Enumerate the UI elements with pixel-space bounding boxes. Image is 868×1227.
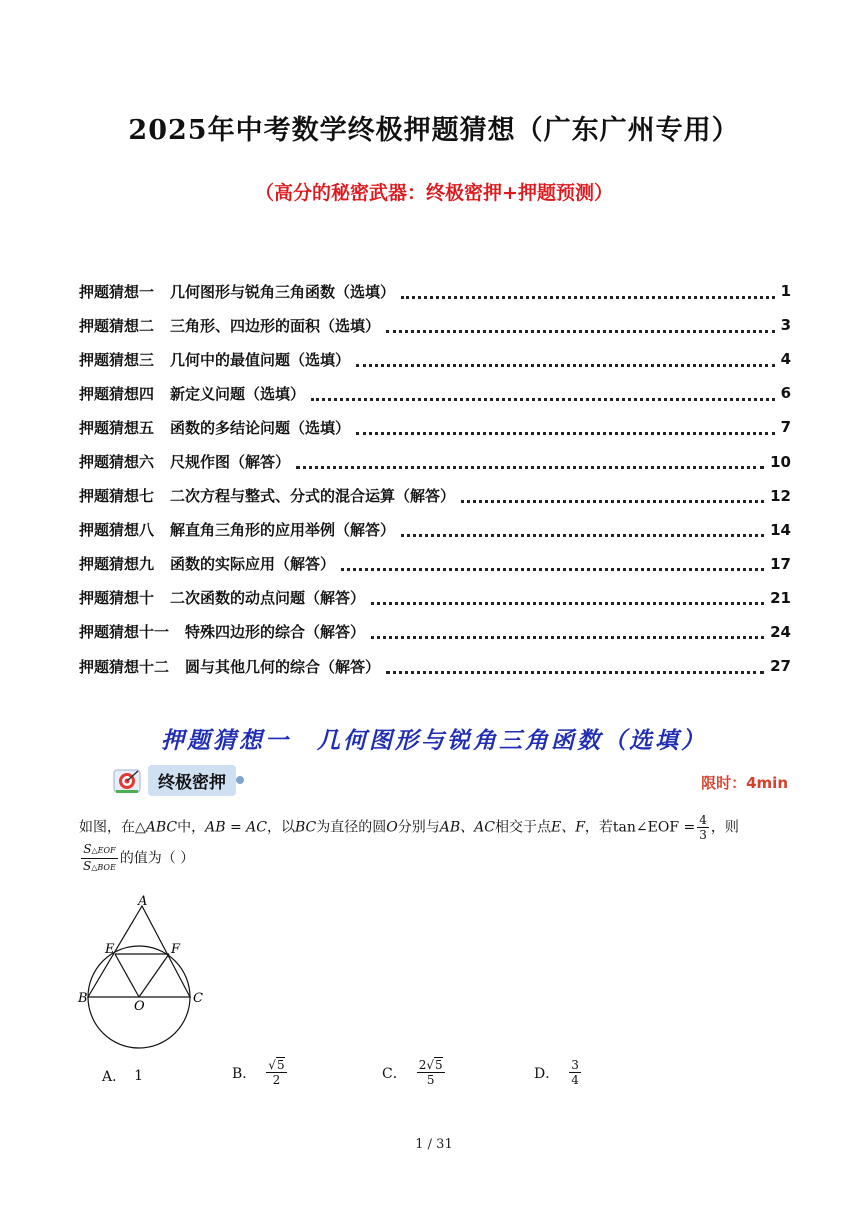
area-symbol: S (83, 859, 92, 873)
toc-entry[interactable] (79, 479, 791, 513)
fraction-denominator: 5 (426, 1073, 435, 1087)
label-f: F (171, 942, 181, 957)
toc-entry[interactable] (79, 649, 791, 683)
toc-number: 押题猜想八 (79, 521, 155, 540)
option-label: C． (382, 1065, 407, 1082)
math-expression: tan∠EOF = (612, 819, 696, 836)
toc-page: 17 (770, 554, 791, 573)
toc-number: 押题猜想十 (79, 589, 155, 608)
segment-oe (115, 954, 139, 997)
toc-page: 27 (770, 657, 791, 676)
toc-entry[interactable] (79, 547, 791, 581)
option-value: 1 (134, 1068, 144, 1084)
toc-topic: 二次方程与整式、分式的混合运算（解答） (170, 487, 456, 506)
toc-leader (341, 568, 764, 571)
option-label: B． (232, 1065, 257, 1082)
target-icon (112, 766, 142, 796)
toc-leader (356, 364, 775, 367)
toc-topic: 几何图形与锐角三角函数（选填） (170, 282, 396, 301)
toc-number: 押题猜想十二 (79, 657, 170, 676)
toc-leader (401, 534, 764, 537)
toc-number: 押题猜想二 (79, 316, 155, 335)
toc-topic: 三角形、四边形的面积（选填） (170, 316, 381, 335)
tan-fraction (697, 813, 709, 842)
toc-topic: 新定义问题（选填） (170, 384, 306, 403)
toc-number: 押题猜想十一 (79, 623, 170, 642)
toc-number: 押题猜想四 (79, 384, 155, 403)
toc-leader (371, 602, 764, 605)
toc-leader (311, 398, 775, 401)
document-subtitle: （高分的秘密武器：终极密押+押题预测） (255, 182, 613, 204)
question-text-part: ，则 (710, 819, 739, 836)
toc-topic: 特殊四边形的综合（解答） (185, 623, 366, 642)
toc-topic: 几何中的最值问题（选填） (170, 350, 351, 369)
badge-dot-icon (236, 776, 244, 784)
label-b: B (78, 991, 88, 1006)
toc-leader (371, 636, 764, 639)
area-ratio-fraction (81, 842, 118, 875)
label-a: A (138, 894, 148, 909)
toc-topic: 尺规作图（解答） (170, 453, 291, 472)
toc-topic: 二次函数的动点问题（解答） (170, 589, 366, 608)
fraction-denominator: 3 (699, 828, 707, 842)
question-text-part: 的值为（ ） (119, 850, 195, 867)
area-subscript: △BOE (91, 863, 116, 872)
coefficient: 2 (418, 1058, 427, 1072)
page-number: 1 / 31 (415, 1137, 453, 1152)
radicand: 5 (435, 1058, 443, 1072)
area-subscript: △EOF (91, 846, 116, 855)
option-a[interactable] (102, 1066, 143, 1086)
toc-page: 3 (780, 316, 791, 335)
toc-entry[interactable] (79, 308, 791, 342)
table-of-contents (79, 274, 791, 683)
toc-topic: 函数的多结论问题（选填） (170, 418, 351, 437)
toc-entry[interactable] (79, 342, 791, 376)
toc-entry[interactable] (79, 444, 791, 478)
fraction-denominator: 4 (571, 1073, 579, 1087)
time-limit: 限时：4min (701, 774, 788, 792)
toc-page: 7 (780, 418, 791, 437)
section-heading: 押题猜想一 几何图形与锐角三角函数（选填） (161, 727, 707, 754)
toc-number: 押题猜想三 (79, 350, 155, 369)
toc-number: 押题猜想七 (79, 487, 155, 506)
toc-entry[interactable] (79, 615, 791, 649)
question-text-part: 分别与 (397, 819, 440, 836)
fraction-denominator: 2 (272, 1073, 281, 1087)
label-c: C (193, 991, 203, 1006)
option-d[interactable] (534, 1058, 583, 1087)
question-text-part: 中， (177, 819, 206, 836)
toc-page: 21 (770, 588, 791, 607)
toc-page: 14 (770, 520, 791, 539)
toc-page: 6 (780, 384, 791, 403)
math-expression: BC (295, 819, 317, 836)
question-text (79, 813, 791, 875)
toc-entry[interactable] (79, 376, 791, 410)
option-b[interactable] (232, 1058, 289, 1087)
toc-leader (461, 500, 764, 503)
toc-entry[interactable] (79, 410, 791, 444)
label-e: E (105, 942, 115, 957)
math-expression: E、F (550, 819, 585, 836)
option-fraction (569, 1058, 581, 1087)
toc-number: 押题猜想六 (79, 453, 155, 472)
label-o: O (134, 999, 145, 1014)
toc-topic: 解直角三角形的应用举例（解答） (170, 521, 396, 540)
question-text-part: 相交于点 (494, 819, 551, 836)
question-text-part: ，若 (584, 819, 613, 836)
option-fraction: $\frac{√5}{2}$ (268, 1058, 285, 1087)
geometry-figure (72, 892, 222, 1052)
badge-label: 终极密押 (158, 773, 226, 793)
toc-page: 12 (770, 486, 791, 505)
radicand: 5 (276, 1058, 285, 1072)
question-text-part: ，以 (267, 819, 295, 836)
toc-leader (386, 671, 764, 674)
section-badge (148, 765, 236, 796)
toc-leader (401, 296, 775, 299)
math-expression: AB = AC (205, 819, 267, 836)
option-fraction: $\frac{2√5}{5}$ (418, 1058, 443, 1087)
toc-leader (296, 466, 764, 469)
option-c[interactable] (382, 1058, 447, 1087)
toc-topic: 函数的实际应用（解答） (170, 555, 336, 574)
math-expression: O (386, 819, 398, 836)
toc-leader (356, 432, 775, 435)
toc-number: 押题猜想一 (79, 282, 155, 301)
section-badge-row (112, 765, 236, 796)
question-text-part: 为直径的圆 (316, 819, 387, 836)
toc-number: 押题猜想五 (79, 418, 155, 437)
toc-entry[interactable] (79, 513, 791, 547)
toc-page: 4 (780, 350, 791, 369)
toc-number: 押题猜想九 (79, 555, 155, 574)
option-label: A． (102, 1069, 127, 1085)
math-expression: AB、AC (439, 819, 495, 836)
math-expression: △ABC (135, 819, 178, 836)
toc-entry[interactable] (79, 274, 791, 308)
toc-page: 10 (770, 452, 791, 471)
document-title: 2025年中考数学终极押题猜想（广东广州专用） (128, 115, 740, 146)
toc-topic: 圆与其他几何的综合（解答） (185, 657, 381, 676)
toc-entry[interactable] (79, 581, 791, 615)
question-text-part: 如图，在 (79, 819, 135, 836)
option-label: D． (534, 1065, 560, 1082)
toc-page: 1 (780, 282, 791, 301)
area-symbol: S (83, 842, 92, 856)
segment-of (139, 954, 169, 997)
toc-leader (386, 330, 775, 333)
toc-page: 24 (770, 622, 791, 641)
fraction-numerator: 3 (571, 1058, 579, 1072)
fraction-numerator: 4 (699, 813, 707, 827)
